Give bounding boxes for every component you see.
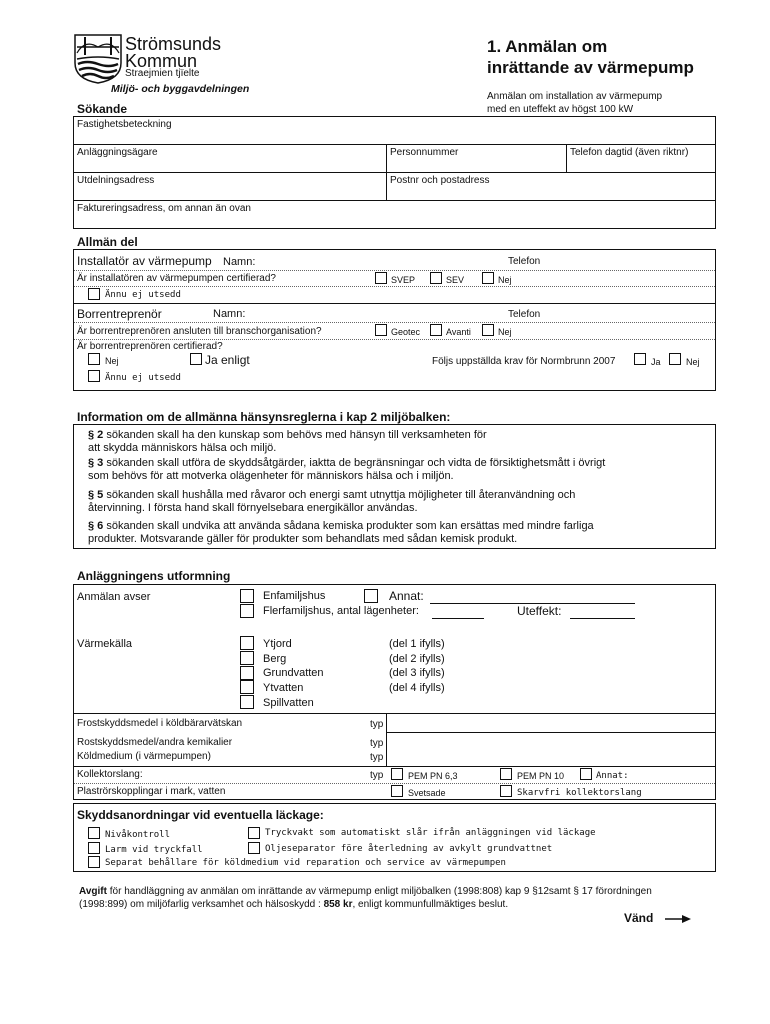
pem10-label: PEM PN 10 <box>517 771 565 781</box>
driller-name-label: Namn: <box>213 308 246 320</box>
installer-name-label: Namn: <box>223 256 256 268</box>
bransch-no-checkbox[interactable] <box>482 324 494 336</box>
koldmedium-label: Köldmedium (i värmepumpen) <box>77 751 211 762</box>
installer-name-field[interactable] <box>262 253 502 269</box>
skarvfri-label: Skarvfri kollektorslang <box>517 788 642 798</box>
logo-sub: Straejmien tjïelte <box>125 68 200 79</box>
driller-not-appointed-checkbox[interactable] <box>88 370 100 382</box>
oljesep-checkbox[interactable] <box>248 842 260 854</box>
section-heading-sokande: Sökande <box>77 102 128 116</box>
billing-label: Faktureringsadress, om annan än ovan <box>77 203 251 214</box>
plast-label: Plaströrskopplingar i mark, vatten <box>77 786 226 797</box>
larm-checkbox[interactable] <box>88 842 100 854</box>
tryckvakt-label: Tryckvakt som automatiskt slår ifrån anläggningen vid läckage <box>265 828 596 838</box>
del4-note: (del 4 ifylls) <box>389 682 445 694</box>
kollektor-label: Kollektorslang: <box>77 769 143 780</box>
uteffekt-field[interactable] <box>570 618 635 619</box>
bransch-no-label: Nej <box>498 327 512 337</box>
ytjord-label: Ytjord <box>263 638 292 650</box>
phone-field[interactable] <box>567 159 715 172</box>
oljesep-label: Oljeseparator före återledning av avkylt grundvattnet <box>265 844 553 854</box>
section-heading-info: Information om de allmänna hänsynsreglerna i kap 2 miljöbalken: <box>77 410 451 424</box>
municipality-logo <box>73 33 123 85</box>
section-heading-anlaggning: Anläggningens utformning <box>77 569 231 583</box>
divider <box>74 303 715 304</box>
kollektor-annat-checkbox[interactable] <box>580 768 592 780</box>
ytjord-checkbox[interactable] <box>240 636 254 650</box>
fastighet-field[interactable] <box>74 131 715 144</box>
divider <box>74 172 715 173</box>
logo-name: Strömsunds <box>125 34 222 54</box>
apartments-field[interactable] <box>432 618 484 619</box>
berg-checkbox[interactable] <box>240 651 254 665</box>
driller-not-appointed-label: Ännu ej utsedd <box>105 373 181 383</box>
typ1-label: typ <box>370 719 384 730</box>
grundvatten-label: Grundvatten <box>263 667 324 679</box>
normbrunn-question: Följs uppställda krav för Normbrunn 2007 <box>432 356 616 367</box>
phone-label: Telefon dagtid (även riktnr) <box>570 147 689 158</box>
billing-field[interactable] <box>74 215 715 228</box>
svetsade-checkbox[interactable] <box>391 785 403 797</box>
arrow-right-icon <box>664 912 692 930</box>
pem63-label: PEM PN 6,3 <box>408 771 458 781</box>
pem10-checkbox[interactable] <box>500 768 512 780</box>
typ4-label: typ <box>370 770 384 781</box>
svep-checkbox[interactable] <box>375 272 387 284</box>
not-appointed-label: Ännu ej utsedd <box>105 290 181 300</box>
sev-checkbox[interactable] <box>430 272 442 284</box>
enfamilj-checkbox[interactable] <box>240 589 254 603</box>
address-field[interactable] <box>74 187 386 200</box>
installer-label: Installatör av värmepump <box>77 254 212 268</box>
niva-checkbox[interactable] <box>88 827 100 839</box>
paragraph-6: § 6 sökanden skall undvika att använda sådana kemiska produkter som kan ersättas med mindre farliga produkter. Motsvarande gäller för produkter som behandlats med sådan kemisk produkt. <box>88 520 594 545</box>
section-heading-allman: Allmän del <box>77 235 138 249</box>
kollektor-annat-label: Annat: <box>596 771 629 781</box>
bransch-question: Är borrentreprenören ansluten till branschorganisation? <box>77 326 322 337</box>
divider <box>74 200 715 201</box>
owner-field[interactable] <box>74 159 386 172</box>
normbrunn-no-label: Nej <box>686 357 700 367</box>
fee-text: Avgift för handläggning av anmälan om inrättande av värmepump enligt miljöbalken (1998:808) kap 9 §12samt § 17 förordningen (1998:899) om miljöfarlig verksamhet och hälsoskydd : 858 kr, enligt kommunfullmäktiges beslut. <box>79 886 652 910</box>
svetsade-label: Svetsade <box>408 788 446 798</box>
paragraph-2: § 2 sökanden skall ha den kunskap som behövs med hänsyn till verksamheten för att skydda människors hälsa och miljö. <box>88 429 487 454</box>
flerfamilj-label: Flerfamiljshus, antal lägenheter: <box>263 605 419 617</box>
form-subtitle-line2: med en uteffekt av högst 100 kW <box>487 104 634 115</box>
skarvfri-checkbox[interactable] <box>500 785 512 797</box>
owner-label: Anläggningsägare <box>77 147 158 158</box>
grundvatten-checkbox[interactable] <box>240 666 254 680</box>
turn-page-label: Vänd <box>624 911 654 925</box>
normbrunn-yes-label: Ja <box>651 357 661 367</box>
cert-no-checkbox[interactable] <box>482 272 494 284</box>
geotec-label: Geotec <box>391 327 421 337</box>
del3-note: (del 3 ifylls) <box>389 667 445 679</box>
logo-name2: Kommun <box>125 51 198 71</box>
personnummer-field[interactable] <box>387 159 566 172</box>
postal-label: Postnr och postadress <box>390 175 490 186</box>
avanti-checkbox[interactable] <box>430 324 442 336</box>
spillvatten-checkbox[interactable] <box>240 695 254 709</box>
annat-checkbox[interactable] <box>364 589 378 603</box>
uteffekt-label: Uteffekt: <box>517 604 562 618</box>
annat-label: Annat: <box>389 589 424 603</box>
driller-cert-no-checkbox[interactable] <box>88 353 100 365</box>
pem63-checkbox[interactable] <box>391 768 403 780</box>
svep-label: SVEP <box>391 275 416 285</box>
paragraph-5: § 5 sökanden skall hushålla med råvaror och energi samt utnyttja möjligheter till återanvändning och återvinning. I första hand skall förnyelsebara energikällor användas. <box>88 489 576 514</box>
typ2-label: typ <box>370 738 384 749</box>
rost-label: Rostskyddsmedel/andra kemikalier <box>77 737 233 748</box>
geotec-checkbox[interactable] <box>375 324 387 336</box>
personnummer-label: Personnummer <box>390 147 459 158</box>
cert-no-label: Nej <box>498 275 512 285</box>
varmekalla-label: Värmekälla <box>77 638 133 650</box>
form-title-line1: 1. Anmälan om <box>487 37 608 56</box>
spillvatten-label: Spillvatten <box>263 697 314 709</box>
ja-enligt-checkbox[interactable] <box>190 353 202 365</box>
berg-label: Berg <box>263 653 287 665</box>
separat-checkbox[interactable] <box>88 856 100 868</box>
flerfamilj-checkbox[interactable] <box>240 604 254 618</box>
driller-cert-no-label: Nej <box>105 356 119 366</box>
ja-enligt-label: Ja enligt <box>205 353 250 367</box>
driller-cert-question: Är borrentreprenören certifierad? <box>77 341 223 352</box>
address-label: Utdelningsadress <box>77 175 155 186</box>
rost-type-field[interactable] <box>387 733 715 749</box>
paragraph-3: § 3 sökanden skall utföra de skyddsåtgärder, iaktta de begränsningar och vidta de försiktighetsmått i övrigt som behövs för att motverka olägenheter för människors hälsa och i miljön. <box>88 457 606 482</box>
form-subtitle-line1: Anmälan om installation av värmepump <box>487 91 663 102</box>
avanti-label: Avanti <box>446 327 471 337</box>
dotted-divider <box>74 783 715 784</box>
dotted-divider <box>74 270 715 271</box>
anmalan-avser-label: Anmälan avser <box>77 591 151 603</box>
larm-label: Larm vid tryckfall <box>105 845 203 855</box>
niva-label: Nivåkontroll <box>105 830 171 840</box>
postal-field[interactable] <box>387 187 715 200</box>
frost-type-field[interactable] <box>387 714 715 732</box>
fastighet-label: Fastighetsbeteckning <box>77 119 172 130</box>
enfamilj-label: Enfamiljshus <box>263 590 326 602</box>
installer-phone-field[interactable] <box>548 253 714 269</box>
dotted-divider <box>74 322 715 323</box>
typ3-label: typ <box>370 752 384 763</box>
bridge-logo-icon <box>73 33 123 85</box>
driller-name-field[interactable] <box>252 305 502 321</box>
driller-phone-field[interactable] <box>548 305 714 321</box>
divider <box>74 766 715 767</box>
normbrunn-yes-checkbox[interactable] <box>634 353 646 365</box>
frost-label: Frostskyddsmedel i köldbärarvätskan <box>77 718 243 729</box>
dotted-divider <box>74 339 715 340</box>
form-title-line2: inrättande av värmepump <box>487 58 694 77</box>
separat-label: Separat behållare för köldmedium vid reparation och service av värmepumpen <box>105 858 506 868</box>
driller-phone-label: Telefon <box>508 309 541 320</box>
section-heading-skydd: Skyddsanordningar vid eventuella läckage: <box>77 808 324 822</box>
divider <box>74 144 715 145</box>
installer-cert-question: Är installatören av värmepumpen certifierad? <box>77 273 276 284</box>
del1-note: (del 1 ifylls) <box>389 638 445 650</box>
ytvatten-label: Ytvatten <box>263 682 304 694</box>
driller-label: Borrentreprenör <box>77 307 162 321</box>
installer-phone-label: Telefon <box>508 256 541 267</box>
tryckvakt-checkbox[interactable] <box>248 827 260 839</box>
del2-note: (del 2 ifylls) <box>389 653 445 665</box>
dotted-divider <box>74 286 715 287</box>
sev-label: SEV <box>446 275 465 285</box>
not-appointed-checkbox[interactable] <box>88 288 100 300</box>
ytvatten-checkbox[interactable] <box>240 680 254 694</box>
normbrunn-no-checkbox[interactable] <box>669 353 681 365</box>
koldmedium-type-field[interactable] <box>387 749 715 765</box>
department: Miljö- och byggavdelningen <box>111 83 250 95</box>
